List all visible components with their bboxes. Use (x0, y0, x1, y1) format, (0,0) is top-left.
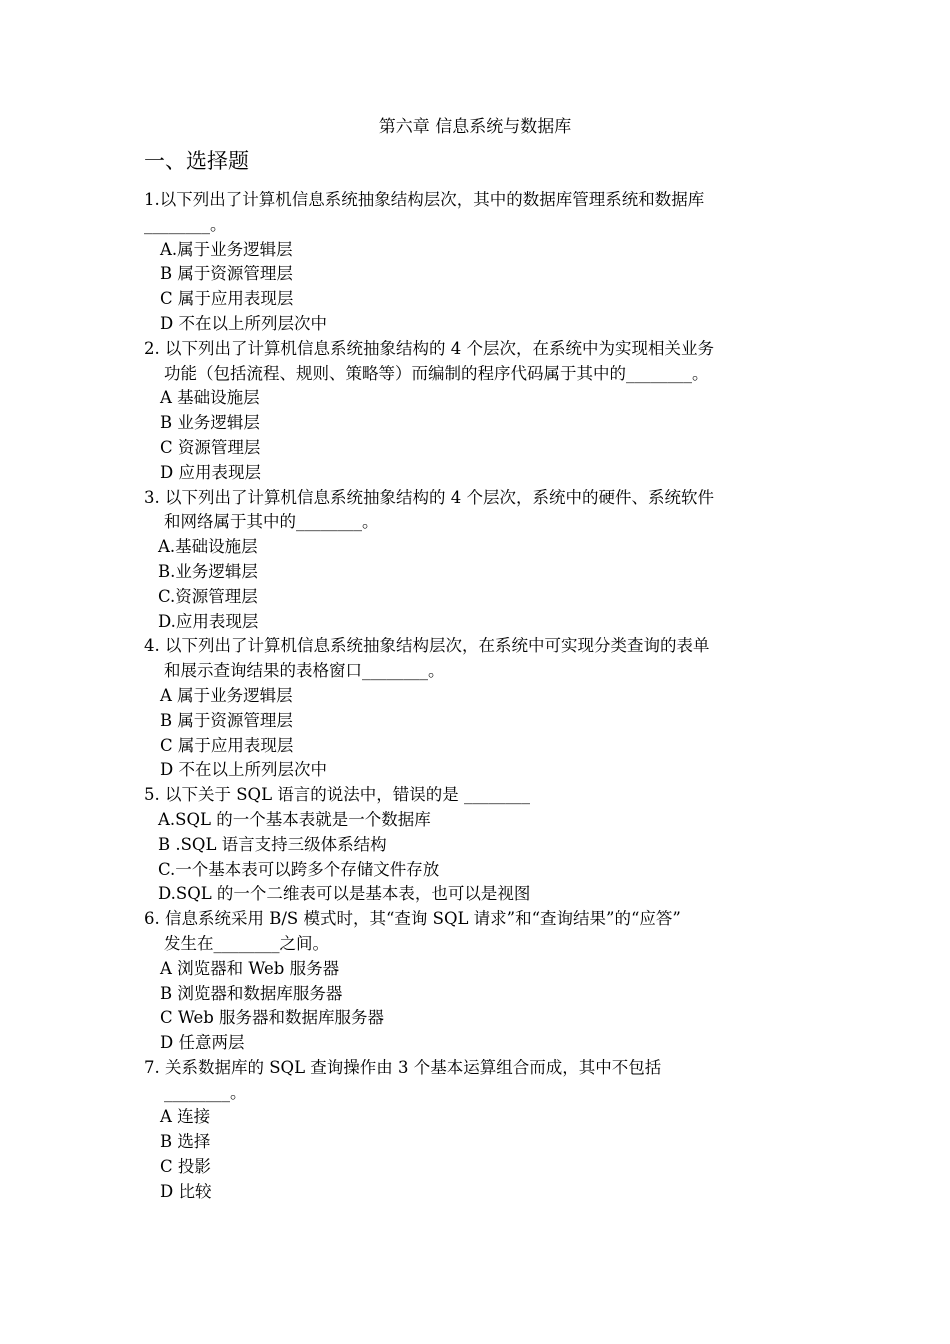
question-6-option-a: A 浏览器和 Web 服务器 (160, 958, 340, 978)
question-4-option-a: A 属于业务逻辑层 (160, 685, 293, 705)
question-3 (144, 486, 806, 635)
question-3-stem-line-2: 和网络属于其中的________。 (164, 512, 379, 532)
question-1 (144, 188, 806, 337)
question-1-option-b: B 属于资源管理层 (160, 264, 293, 284)
question-7-option-b: B 选择 (160, 1132, 211, 1152)
question-6-stem-line-2: 发生在________之间。 (164, 933, 329, 953)
question-5-option-d: D.SQL 的一个二维表可以是基本表，也可以是视图 (158, 884, 531, 904)
question-1-option-c: C 属于应用表现层 (160, 289, 294, 309)
section-heading: 一、选择题 (144, 149, 249, 173)
question-7-option-c: C 投影 (160, 1157, 211, 1177)
question-6-stem-line-1: 6. 信息系统采用 B/S 模式时，其“查询 SQL 请求”和“查询结果”的“应答” (144, 909, 681, 929)
question-6-option-b: B 浏览器和数据库服务器 (160, 983, 343, 1003)
question-4-stem-line-1: 4. 以下列出了计算机信息系统抽象结构层次，在系统中可实现分类查询的表单 (144, 636, 710, 656)
chapter-title: 第六章 信息系统与数据库 (378, 117, 572, 137)
question-1-option-d: D 不在以上所列层次中 (160, 313, 327, 333)
question-3-option-d: D.应用表现层 (158, 611, 259, 631)
question-2-option-b: B 业务逻辑层 (160, 413, 260, 433)
question-7-option-d: D 比较 (160, 1181, 212, 1201)
question-2-stem-line-1: 2. 以下列出了计算机信息系统抽象结构的 4 个层次，在系统中为实现相关业务 (144, 338, 714, 358)
question-4-option-d: D 不在以上所列层次中 (160, 760, 327, 780)
question-7-option-a: A 连接 (160, 1107, 211, 1127)
question-5-stem-line-1: 5. 以下关于 SQL 语言的说法中，错误的是 ________ (144, 785, 531, 805)
question-2 (144, 337, 806, 486)
question-7-stem-line-2: ________。 (164, 1082, 247, 1102)
question-6-option-c: C Web 服务器和数据库服务器 (160, 1008, 385, 1028)
question-5-option-c: C.一个基本表可以跨多个存储文件存放 (158, 859, 440, 879)
question-2-stem-line-2: 功能（包括流程、规则、策略等）而编制的程序代码属于其中的________。 (164, 363, 709, 383)
question-list (144, 188, 806, 1205)
question-1-stem-line-1: 1.以下列出了计算机信息系统抽象结构层次，其中的数据库管理系统和数据库 (144, 190, 705, 209)
question-3-option-c: C.资源管理层 (158, 586, 258, 606)
question-4-stem-line-2: 和展示查询结果的表格窗口________。 (164, 661, 445, 681)
question-6 (144, 907, 806, 1056)
question-3-option-a: A.基础设施层 (158, 537, 258, 557)
question-6-option-d: D 任意两层 (160, 1033, 245, 1053)
question-1-stem-line-2: ________。 (144, 214, 227, 234)
question-7-stem-line-1: 7. 关系数据库的 SQL 查询操作由 3 个基本运算组合而成，其中不包括 (144, 1057, 662, 1077)
question-2-option-d: D 应用表现层 (160, 462, 261, 482)
question-3-stem-line-1: 3. 以下列出了计算机信息系统抽象结构的 4 个层次，系统中的硬件、系统软件 (144, 487, 714, 507)
question-4-option-b: B 属于资源管理层 (160, 710, 293, 730)
question-3-option-b: B.业务逻辑层 (158, 561, 258, 581)
question-4-option-c: C 属于应用表现层 (160, 735, 294, 755)
question-2-option-c: C 资源管理层 (160, 437, 261, 457)
question-4 (144, 634, 806, 783)
question-5-option-a: A.SQL 的一个基本表就是一个数据库 (158, 809, 431, 829)
question-2-option-a: A 基础设施层 (160, 388, 260, 408)
question-7 (144, 1056, 806, 1205)
question-5-option-b: B .SQL 语言支持三级体系结构 (158, 834, 387, 854)
question-1-option-a: A.属于业务逻辑层 (160, 239, 293, 259)
question-5 (144, 783, 806, 907)
